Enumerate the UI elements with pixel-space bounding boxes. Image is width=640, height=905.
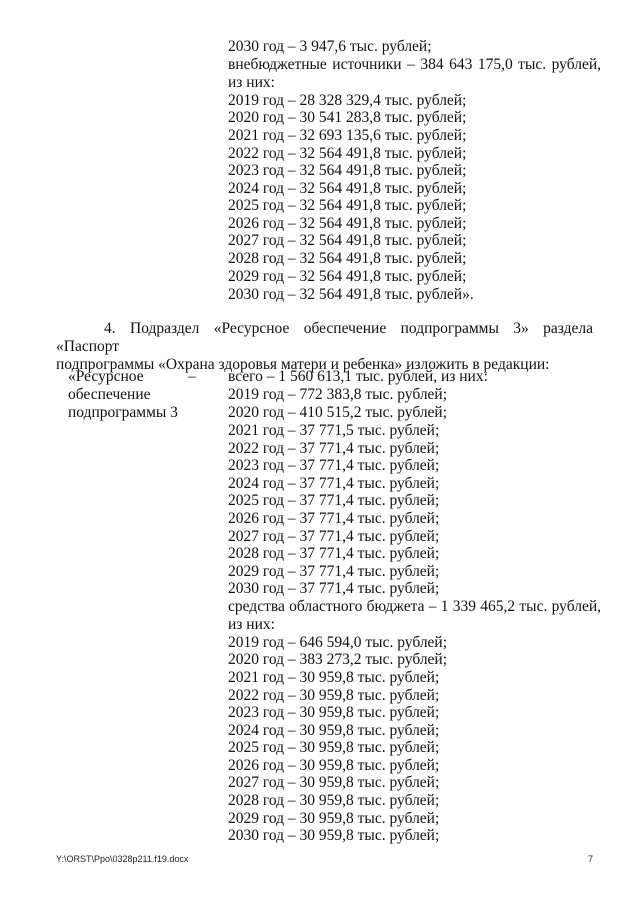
- regional-year-line: 2020 год – 383 273,2 тыс. рублей;: [228, 651, 448, 668]
- extrabudget-year-line: 2023 год – 32 564 491,8 тыс. рублей;: [228, 162, 467, 179]
- regional-year-line: 2019 год – 646 594,0 тыс. рублей;: [228, 634, 448, 651]
- total-year-line: 2026 год – 37 771,4 тыс. рублей;: [228, 510, 440, 527]
- extrabudget-year-line: 2026 год – 32 564 491,8 тыс. рублей;: [228, 215, 467, 232]
- regional-year-line: 2028 год – 30 959,8 тыс. рублей;: [228, 792, 440, 809]
- regional-year-line: 2021 год – 30 959,8 тыс. рублей;: [228, 669, 440, 686]
- regional-year-line: 2023 год – 30 959,8 тыс. рублей;: [228, 704, 440, 721]
- regional-year-line: 2022 год – 30 959,8 тыс. рублей;: [228, 687, 440, 704]
- of-which-label: из них:: [228, 74, 275, 91]
- label-line-3: подпрограммы 3: [68, 404, 178, 421]
- extrabudget-year-line: 2024 год – 32 564 491,8 тыс. рублей;: [228, 180, 467, 197]
- page-number: 7: [588, 854, 594, 864]
- extrabudget-year-line: 2030 год – 32 564 491,8 тыс. рублей».: [228, 286, 474, 303]
- regional-year-line: 2029 год – 30 959,8 тыс. рублей;: [228, 810, 440, 827]
- footer-file-path: Y:\ORST\Ppo\0328p211.f19.docx: [56, 854, 189, 864]
- extrabudget-sources-line: внебюджетные источники – 384 643 175,0 тыс. рублей,: [228, 56, 601, 73]
- resource-provision-label: [68, 368, 178, 422]
- regional-year-line: 2026 год – 30 959,8 тыс. рублей;: [228, 757, 440, 774]
- regional-year-line: 2025 год – 30 959,8 тыс. рублей;: [228, 739, 440, 756]
- total-year-line: 2024 год – 37 771,4 тыс. рублей;: [228, 475, 440, 492]
- extrabudget-year-line: 2022 год – 32 564 491,8 тыс. рублей;: [228, 145, 467, 162]
- total-year-line: 2019 год – 772 383,8 тыс. рублей;: [228, 386, 448, 403]
- total-year-line: 2029 год – 37 771,4 тыс. рублей;: [228, 563, 440, 580]
- extrabudget-year-line: 2025 год – 32 564 491,8 тыс. рублей;: [228, 197, 467, 214]
- total-year-line: 2021 год – 37 771,5 тыс. рублей;: [228, 422, 440, 439]
- extrabudget-year-line: 2029 год – 32 564 491,8 тыс. рублей;: [228, 268, 467, 285]
- total-year-line: 2020 год – 410 515,2 тыс. рублей;: [228, 404, 448, 421]
- top-2030-total-line: 2030 год – 3 947,6 тыс. рублей;: [228, 38, 432, 55]
- extrabudget-year-line: 2028 год – 32 564 491,8 тыс. рублей;: [228, 250, 467, 267]
- label-line-2: обеспечение: [68, 386, 151, 403]
- extrabudget-year-line: 2019 год – 28 328 329,4 тыс. рублей;: [228, 92, 467, 109]
- total-year-line: 2022 год – 37 771,4 тыс. рублей;: [228, 440, 440, 457]
- regional-year-line: 2030 год – 30 959,8 тыс. рублей;: [228, 827, 440, 844]
- regional-year-line: 2024 год – 30 959,8 тыс. рублей;: [228, 722, 440, 739]
- paragraph-line-2: подпрограммы «Охрана здоровья матери и ребенка» изложить в редакции:: [56, 356, 550, 373]
- label-line-1: «Ресурсное: [68, 368, 144, 385]
- total-year-line: 2030 год – 37 771,4 тыс. рублей;: [228, 580, 440, 597]
- label-dash: –: [188, 368, 196, 385]
- regional-year-line: 2027 год – 30 959,8 тыс. рублей;: [228, 774, 440, 791]
- extrabudget-year-line: 2021 год – 32 693 135,6 тыс. рублей;: [228, 127, 467, 144]
- extrabudget-year-line: 2027 год – 32 564 491,8 тыс. рублей;: [228, 232, 467, 249]
- extrabudget-year-line: 2020 год – 30 541 283,8 тыс. рублей;: [228, 109, 467, 126]
- total-year-line: 2028 год – 37 771,4 тыс. рублей;: [228, 545, 440, 562]
- total-year-line: 2025 год – 37 771,4 тыс. рублей;: [228, 492, 440, 509]
- section-4-paragraph: [56, 320, 593, 374]
- total-year-line: 2023 год – 37 771,4 тыс. рублей;: [228, 457, 440, 474]
- total-line: всего – 1 560 613,1 тыс. рублей, из них:: [228, 368, 488, 385]
- total-year-line: 2027 год – 37 771,4 тыс. рублей;: [228, 528, 440, 545]
- regional-budget-line: средства областного бюджета – 1 339 465,2 тыс. рублей,: [228, 598, 601, 615]
- paragraph-line-1: 4. Подраздел «Ресурсное обеспечение подпрограммы 3» раздела «Паспорт: [56, 320, 593, 355]
- of-which-label: из них:: [228, 616, 275, 633]
